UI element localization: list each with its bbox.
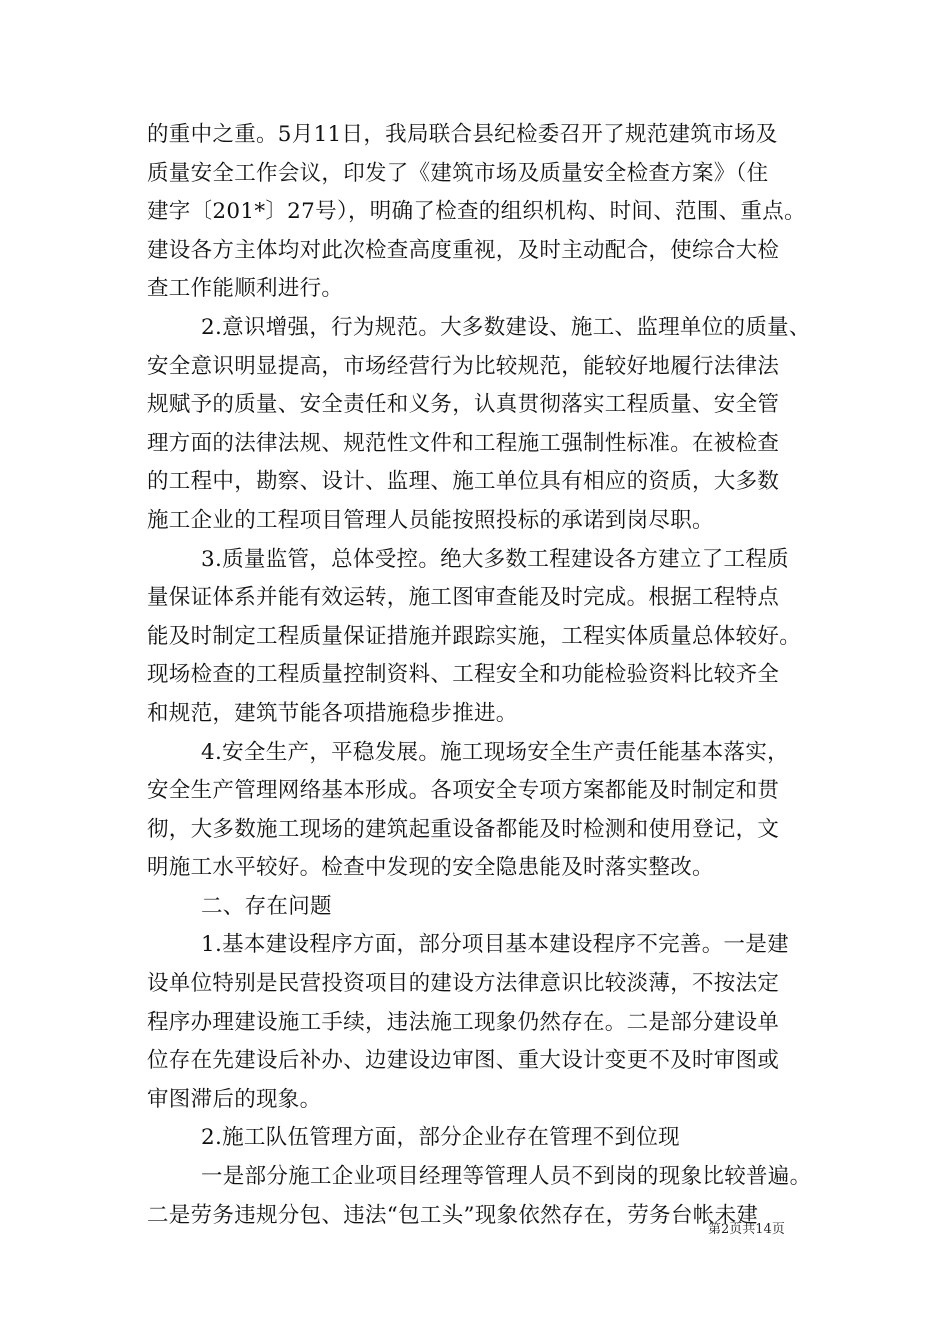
text-line: 和规范，建筑节能各项措施稳步推进。 xyxy=(147,700,518,726)
text-line: 3.质量监管，总体受控。绝大多数工程建设各方建立了工程质 xyxy=(201,546,789,572)
page-number: 第2页共14页 xyxy=(708,1222,785,1237)
text-line: 能及时制定工程质量保证措施并跟踪实施，工程实体质量总体较好。 xyxy=(147,623,802,649)
text-line: 施工企业的工程项目管理人员能按照投标的承诺到岗尽职。 xyxy=(147,507,714,533)
text-line: 的重中之重。5月11日，我局联合县纪检委召开了规范建筑市场及 xyxy=(147,122,778,147)
text-line: 彻，大多数施工现场的建筑起重设备都能及时检测和使用登记，文 xyxy=(147,816,780,842)
text-line: 位存在先建设后补办、边建设边审图、重大设计变更不及时审图或 xyxy=(147,1048,780,1074)
text-line: 质量安全工作会议，印发了《建筑市场及质量安全检查方案》（住 xyxy=(147,160,769,186)
text-line: 2.意识增强，行为规范。大多数建设、施工、监理单位的质量、 xyxy=(201,314,811,340)
text-line: 现场检查的工程质量控制资料、工程安全和功能检验资料比较齐全 xyxy=(147,662,780,688)
text-line: 安全生产管理网络基本形成。各项安全专项方案都能及时制定和贯 xyxy=(147,778,780,804)
text-line: 一是部分施工企业项目经理等管理人员不到岗的现象比较普遍。 xyxy=(201,1164,812,1190)
text-line: 建设各方主体均对此次检查高度重视，及时主动配合，使综合大检 xyxy=(147,237,780,263)
text-line: 理方面的法律法规、规范性文件和工程施工强制性标准。在被检查 xyxy=(147,430,780,456)
text-line: 建字〔201*〕27号），明确了检查的组织机构、时间、范围、重点。 xyxy=(147,199,806,225)
section-heading: 二、存在问题 xyxy=(201,893,332,919)
text-line: 明施工水平较好。检查中发现的安全隐患能及时落实整改。 xyxy=(147,855,714,881)
text-line: 1.基本建设程序方面，部分项目基本建设程序不完善。一是建 xyxy=(201,932,789,958)
text-line: 量保证体系并能有效运转，施工图审查能及时完成。根据工程特点 xyxy=(147,585,780,611)
text-line: 4.安全生产，平稳发展。施工现场安全生产责任能基本落实， xyxy=(201,739,789,765)
text-line: 查工作能顺利进行。 xyxy=(147,276,344,302)
text-line: 设单位特别是民营投资项目的建设方法律意识比较淡薄，不按法定 xyxy=(147,971,780,997)
text-line: 审图滞后的现象。 xyxy=(147,1086,322,1112)
document-body xyxy=(147,116,827,1235)
text-line: 的工程中，勘察、设计、监理、施工单位具有相应的资质，大多数 xyxy=(147,469,780,495)
text-line: 规赋予的质量、安全责任和义务，认真贯彻落实工程质量、安全管 xyxy=(147,392,780,418)
text-line: 安全意识明显提高，市场经营行为比较规范，能较好地履行法律法 xyxy=(147,353,780,379)
text-line: 二是劳务违规分包、违法“包工头”现象依然存在，劳务台帐未建 xyxy=(147,1202,759,1228)
text-line: 2.施工队伍管理方面，部分企业存在管理不到位现 xyxy=(201,1125,680,1151)
text-line: 程序办理建设施工手续，违法施工现象仍然存在。二是部分建设单 xyxy=(147,1009,780,1035)
